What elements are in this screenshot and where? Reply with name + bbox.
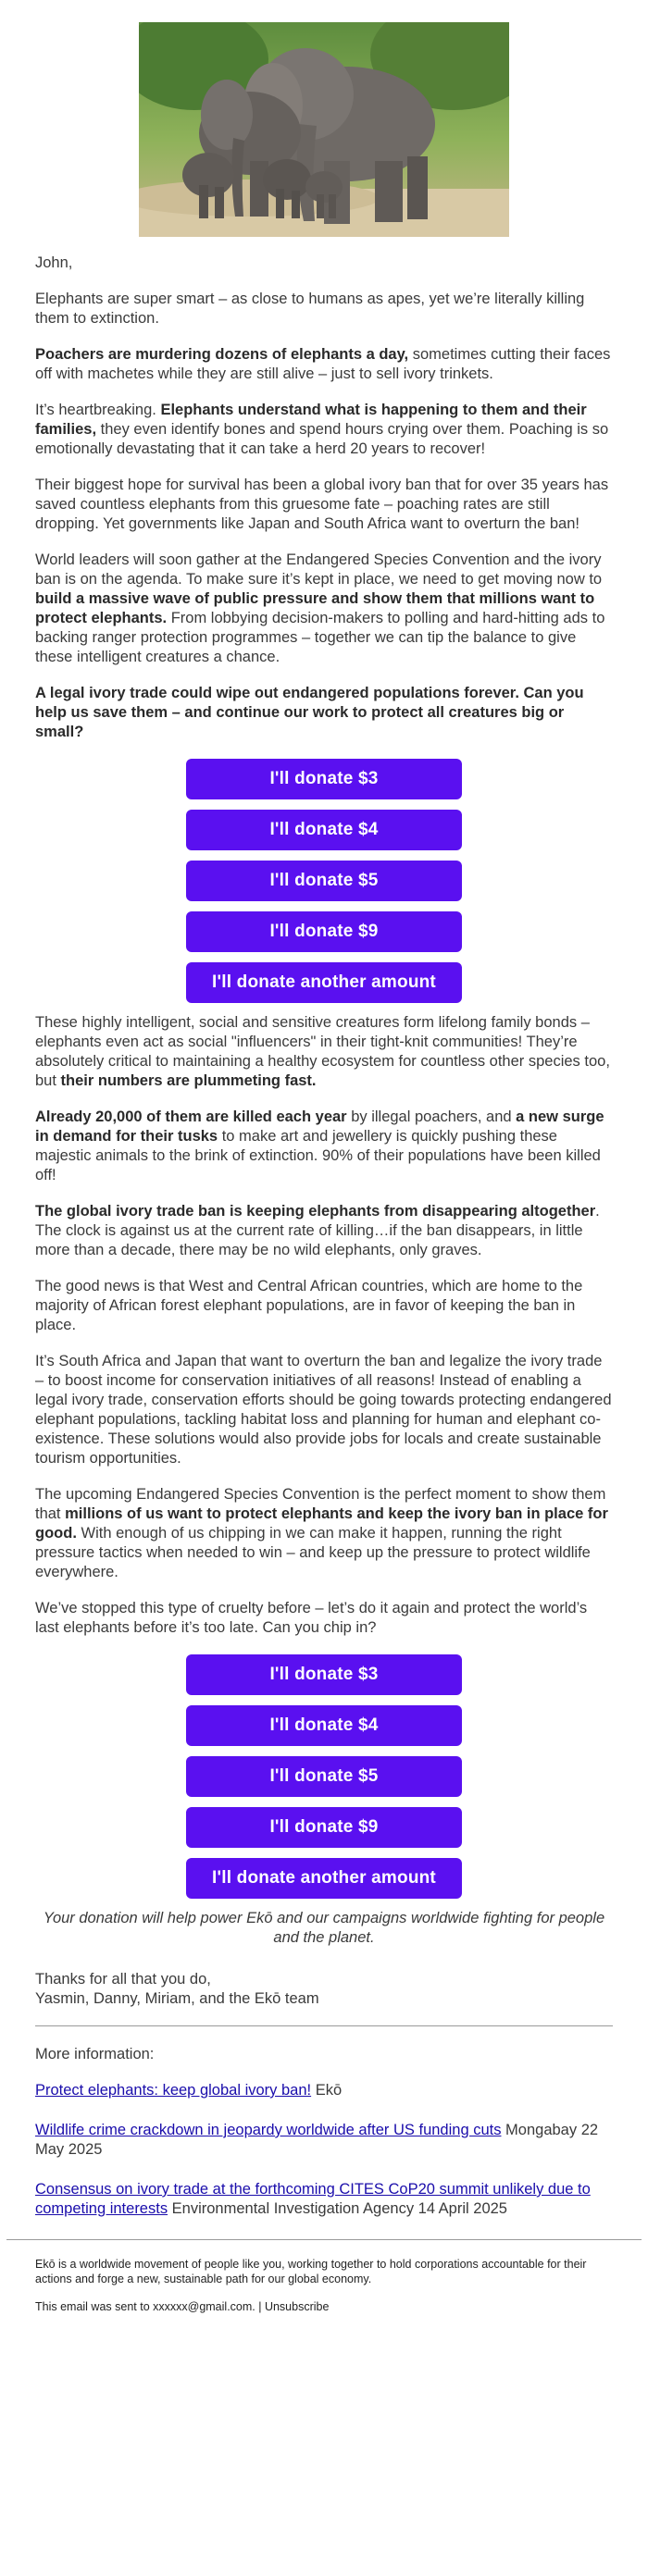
- signoff-thanks: Thanks for all that you do,: [35, 1971, 211, 1988]
- reference-item: [35, 2081, 613, 2100]
- email-body: [0, 22, 648, 2314]
- reference-item: [35, 2121, 613, 2160]
- paragraph-12-text: With enough of us chipping in we can make it happen, running the right pressure tactics when needed to win – and keep up the pressure to protect wildlife everywhere.: [35, 1525, 591, 1580]
- paragraph-12-lead: The upcoming Endangered Species Convention is the perfect moment to show them that: [35, 1486, 606, 1522]
- paragraph-6: [35, 684, 613, 742]
- elephant-illustration: [139, 22, 509, 237]
- paragraph-11: It’s South Africa and Japan that want to overturn the ban and legalize the ivory trade – to boost income for conservation initiatives of all reasons! Instead of enabling a legal ivory trade, conservation efforts should be going towards protecting endangered elephant populations, tackling habitat loss and planning for human and elephant co-existence. These solutions would also provide jobs for locals and create sustainable tourism opportunities.: [35, 1353, 612, 1467]
- paragraph-9: [35, 1202, 613, 1260]
- footer-email-notice: This email was sent to xxxxxx@gmail.com. |: [35, 2300, 265, 2313]
- paragraph-8-bold-2: a new surge in demand for their tusks: [35, 1108, 604, 1145]
- email-content: [0, 254, 648, 2219]
- paragraph-2-bold: Poachers are murdering dozens of elephants a day,: [35, 346, 409, 363]
- donate-5-button[interactable]: I'll donate $5: [186, 861, 462, 901]
- paragraph-12: [35, 1485, 613, 1582]
- paragraph-2-text: sometimes cutting their faces off with machetes while they are still alive – just to sell ivory trinkets.: [35, 346, 611, 382]
- donate-buttons-bottom: [35, 1654, 613, 1899]
- paragraph-5-text: From lobbying decision-makers to polling and hard-hitting ads to backing ranger protection programmes – together we can tip the balance to give these intelligent creatures a chance.: [35, 610, 605, 665]
- paragraph-1: Elephants are super smart – as close to humans as apes, yet we’re literally killing them to extinction.: [35, 291, 585, 327]
- paragraph-10: The good news is that West and Central African countries, which are home to the majority of African forest elephant populations, are in favor of keeping the ban in place.: [35, 1278, 583, 1333]
- donate-3-button[interactable]: I'll donate $3: [186, 759, 462, 799]
- paragraph-8-bold-1: Already 20,000 of them are killed each year: [35, 1108, 347, 1125]
- donate-4-button[interactable]: I'll donate $4: [186, 1705, 462, 1746]
- paragraph-3-bold: Elephants understand what is happening to them and their families,: [35, 402, 587, 438]
- donate-buttons-top: [35, 759, 613, 1003]
- hero-elephant-image: [139, 22, 509, 237]
- reference-source-1: Ekō: [311, 2082, 343, 2099]
- paragraph-5: [35, 551, 613, 667]
- reference-link-1[interactable]: Protect elephants: keep global ivory ban!: [35, 2082, 312, 2099]
- donate-9-button[interactable]: I'll donate $9: [186, 911, 462, 952]
- donate-5-button[interactable]: I'll donate $5: [186, 1756, 462, 1797]
- footer-about: Ekō is a worldwide movement of people like you, working together to hold corporations accountable for their actions and forge a new, sustainable path for our global economy.: [35, 2258, 587, 2285]
- paragraph-2: [35, 345, 613, 384]
- paragraph-4: Their biggest hope for survival has been a global ivory ban that for over 35 years has saved countless elephants from this gruesome fate – poaching rates are still dropping. Yet governments like Japan and South Africa want to overturn the ban!: [35, 477, 609, 532]
- paragraph-7: [35, 1013, 613, 1091]
- paragraph-3-lead: It’s heartbreaking.: [35, 402, 161, 418]
- paragraph-5-lead: World leaders will soon gather at the Endangered Species Convention and the ivory ban is on the agenda. To make sure it’s kept in place, we need to get moving now to: [35, 551, 603, 588]
- paragraph-13: We’ve stopped this type of cruelty before – let’s do it again and protect the world’s last elephants before it’s too late. Can you chip in?: [35, 1600, 588, 1636]
- paragraph-7-text: These highly intelligent, social and sensitive creatures form lifelong family bonds – elephants even act as social "influencers" in their tight-knit communities! They’re absolutely critical to maintaining a healthy ecosystem for countless other species too, but: [35, 1014, 610, 1089]
- divider: [35, 2025, 613, 2026]
- more-info-heading: More information:: [35, 2046, 155, 2062]
- donate-other-amount-button[interactable]: I'll donate another amount: [186, 962, 462, 1003]
- paragraph-8: [35, 1108, 613, 1185]
- paragraph-8-mid: by illegal poachers, and: [346, 1108, 517, 1125]
- footer: [0, 2257, 648, 2314]
- unsubscribe-link[interactable]: Unsubscribe: [264, 2300, 330, 2313]
- paragraph-12-bold: millions of us want to protect elephants and keep the ivory ban in place for good.: [35, 1505, 608, 1542]
- donate-4-button[interactable]: I'll donate $4: [186, 810, 462, 850]
- signoff: [35, 1970, 613, 2009]
- reference-item: [35, 2180, 613, 2219]
- reference-link-3[interactable]: Consensus on ivory trade at the forthcoming CITES CoP20 summit unlikely due to competing interests: [35, 2181, 591, 2217]
- signoff-names: Yasmin, Danny, Miriam, and the Ekō team: [35, 1990, 319, 2007]
- donate-9-button[interactable]: I'll donate $9: [186, 1807, 462, 1848]
- paragraph-6-bold: A legal ivory trade could wipe out endangered populations forever. Can you help us save them – and continue our work to protect all creatures big or small?: [35, 685, 584, 740]
- donate-3-button[interactable]: I'll donate $3: [186, 1654, 462, 1695]
- paragraph-5-bold: build a massive wave of public pressure and show them that millions want to protect elephants.: [35, 590, 595, 626]
- reference-source-3: Environmental Investigation Agency 14 April 2025: [168, 2200, 507, 2217]
- paragraph-9-text: . The clock is against us at the current rate of killing…if the ban disappears, in little more than a decade, there may be no wild elephants, only graves.: [35, 1203, 600, 1258]
- donate-other-amount-button[interactable]: I'll donate another amount: [186, 1858, 462, 1899]
- reference-source-2: Mongabay 22 May 2025: [35, 2122, 599, 2158]
- paragraph-3-text: they even identify bones and spend hours crying over them. Poaching is so emotionally devastating that it can take a herd 20 years to recover!: [35, 421, 609, 457]
- greeting: John,: [35, 254, 73, 271]
- footer-divider: [6, 2239, 642, 2240]
- footer-sent-to: [35, 2299, 613, 2314]
- reference-links: [35, 2081, 613, 2219]
- paragraph-7-bold: their numbers are plummeting fast.: [60, 1072, 317, 1089]
- paragraph-9-bold: The global ivory trade ban is keeping elephants from disappearing altogether: [35, 1203, 596, 1220]
- reference-link-2[interactable]: Wildlife crime crackdown in jeopardy worldwide after US funding cuts: [35, 2122, 502, 2138]
- donation-note: Your donation will help power Ekō and our campaigns worldwide fighting for people and the planet.: [43, 1910, 605, 1946]
- paragraph-8-text: to make art and jewellery is quickly pushing these majestic animals to the brink of extinction. 90% of their populations have been killed off!: [35, 1128, 601, 1183]
- paragraph-3: [35, 401, 613, 459]
